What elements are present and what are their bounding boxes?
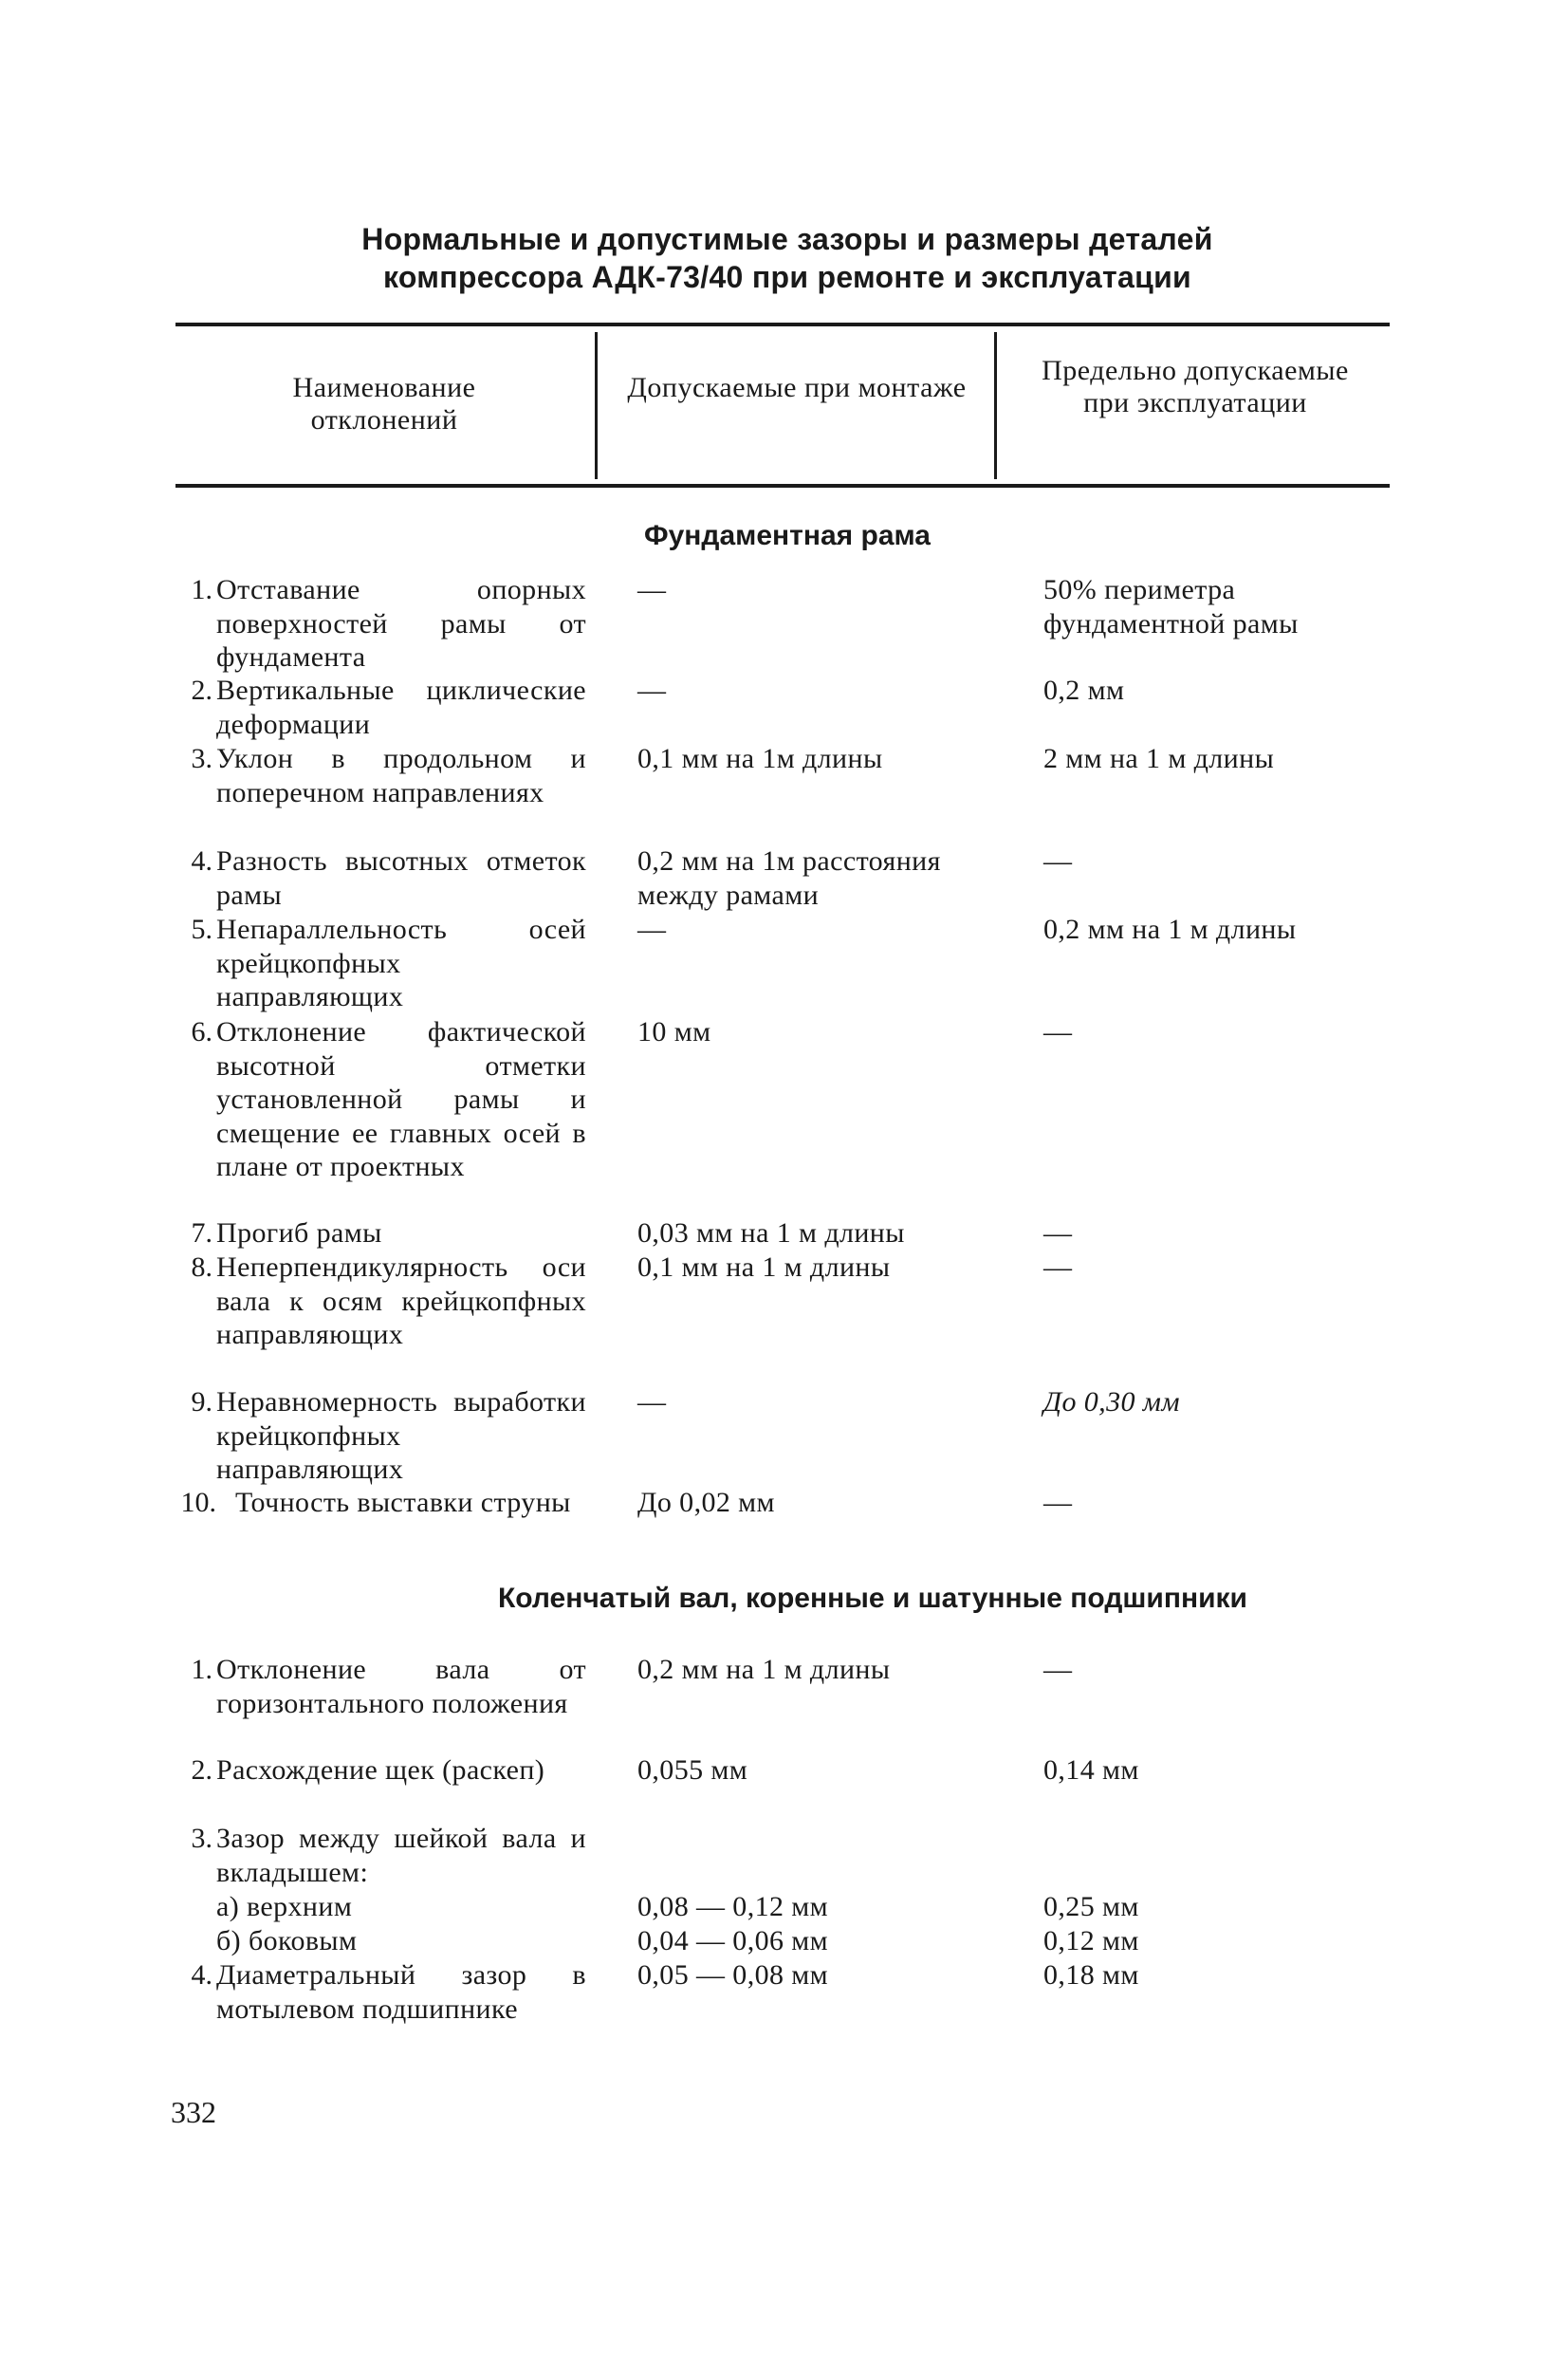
row-deviation: Отклонение фактической высотной отметки установленной рамы и смещение ее главных осей в плане от проектных xyxy=(216,1016,586,1182)
row-deviation: Отклонение вала от горизонтального положения xyxy=(216,1654,586,1719)
row-deviation: Неравномерность выработки крейцкопфных направляющих xyxy=(216,1386,586,1485)
row-operation: 0,14 мм xyxy=(1043,1754,1139,1786)
row-mount: 0,1 мм на 1 м длины xyxy=(637,1251,891,1283)
header-top-rule xyxy=(175,323,1390,326)
column-header-mount: Допускаемые при монтаже xyxy=(627,372,967,403)
row-number: 8. xyxy=(191,1251,212,1283)
row-deviation: Зазор между шейкой вала и вкладышем: xyxy=(216,1823,586,1888)
row-deviation: Расхождение щек (раскеп) xyxy=(216,1754,545,1786)
row-number: 6. xyxy=(191,1016,212,1047)
row-deviation: Прогиб рамы xyxy=(216,1217,382,1249)
row-mount: 10 мм xyxy=(637,1016,711,1047)
row-mount: 0,2 мм на 1 м длины xyxy=(637,1654,891,1685)
row-operation: 0,2 мм на 1 м длины xyxy=(1043,914,1297,945)
column-header-operation: Предельно допускаемые при эксплуатации xyxy=(1042,355,1349,418)
row-number: 4. xyxy=(191,845,212,877)
row-number: 5. xyxy=(191,914,212,945)
row-deviation: Неперпендикулярность оси вала к осям крейцкопфных направляющих xyxy=(216,1251,586,1350)
row-operation: — xyxy=(1043,1487,1073,1518)
row-number: 2. xyxy=(191,1754,212,1786)
title-line-2: компрессора АДК-73/40 при ремонте и эксплуатации xyxy=(382,260,1192,294)
row-operation: 50% периметра фундаментной рамы xyxy=(1043,574,1299,639)
row-operation: — xyxy=(1043,1217,1073,1249)
row-mount: До 0,02 мм xyxy=(637,1487,775,1518)
header-bottom-rule xyxy=(175,484,1390,488)
row-number: 3. xyxy=(191,1823,212,1854)
row-mount: 0,05 — 0,08 мм xyxy=(637,1959,829,1991)
row-mount: 0,2 мм на 1м расстояния между рамами xyxy=(637,845,941,911)
row-mount: — xyxy=(637,914,667,945)
row-mount: 0,1 мм на 1м длины xyxy=(637,743,883,774)
section-title-crankshaft: Коленчатый вал, коренные и шатунные подшипники xyxy=(498,1583,1247,1614)
row-operation: 0,2 мм xyxy=(1043,675,1125,706)
row-deviation: а) верхним xyxy=(216,1891,353,1922)
row-deviation: Вертикальные циклические деформации xyxy=(216,675,586,740)
row-deviation: Диаметральный зазор в мотылевом подшипнике xyxy=(216,1959,586,2025)
row-mount: — xyxy=(637,1386,667,1418)
row-operation: — xyxy=(1043,1654,1073,1685)
row-number: 9. xyxy=(191,1386,212,1418)
row-operation: 0,12 мм xyxy=(1043,1925,1139,1956)
page-number: 332 xyxy=(171,2095,216,2129)
row-mount: — xyxy=(637,675,667,706)
row-number: 1. xyxy=(191,1654,212,1685)
row-number: 1. xyxy=(191,574,212,605)
row-deviation: Точность выставки струны xyxy=(235,1487,571,1518)
row-operation: — xyxy=(1043,1251,1073,1283)
row-operation: — xyxy=(1043,845,1073,877)
row-deviation: Отставание опорных поверхностей рамы от фундамента xyxy=(216,574,586,673)
row-number: 10. xyxy=(180,1487,216,1518)
row-mount: 0,04 — 0,06 мм xyxy=(637,1925,829,1956)
row-mount: 0,055 мм xyxy=(637,1754,748,1786)
row-number: 2. xyxy=(191,675,212,706)
row-mount: 0,03 мм на 1 м длины xyxy=(637,1217,905,1249)
row-deviation: Уклон в продольном и поперечном направлениях xyxy=(216,743,586,808)
row-operation: 2 мм на 1 м длины xyxy=(1043,743,1275,774)
row-number: 7. xyxy=(191,1217,212,1249)
header-divider-2 xyxy=(994,332,997,479)
section-title-frame: Фундаментная рама xyxy=(644,520,931,551)
row-mount: — xyxy=(637,574,667,605)
column-header-deviation: Наименование отклонений xyxy=(292,372,476,436)
header-divider-1 xyxy=(595,332,598,479)
row-operation: 0,25 мм xyxy=(1043,1891,1139,1922)
row-mount: 0,08 — 0,12 мм xyxy=(637,1891,829,1922)
row-operation: — xyxy=(1043,1016,1073,1047)
title-line-1: Нормальные и допустимые зазоры и размеры деталей xyxy=(361,222,1213,256)
row-deviation: б) боковым xyxy=(216,1925,358,1956)
row-number: 4. xyxy=(191,1959,212,1991)
table-title xyxy=(171,220,1404,296)
row-deviation: Непараллельность осей крейцкопфных направляющих xyxy=(216,914,586,1012)
row-number: 3. xyxy=(191,743,212,774)
row-operation: 0,18 мм xyxy=(1043,1959,1139,1991)
row-deviation: Разность высотных отметок рамы xyxy=(216,845,586,911)
row-operation: До 0,30 мм xyxy=(1043,1386,1180,1418)
